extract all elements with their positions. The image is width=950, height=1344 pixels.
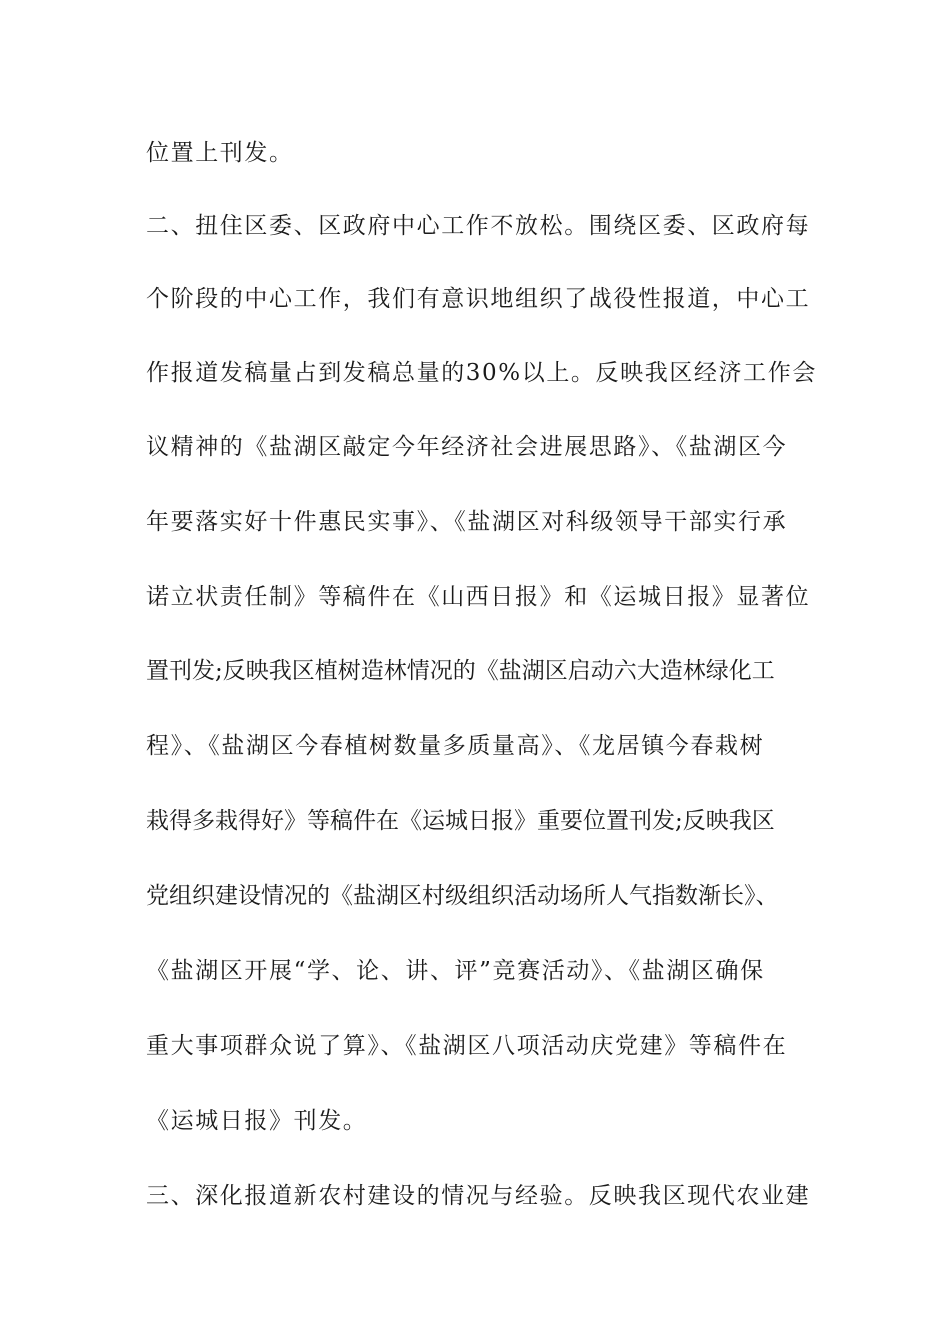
text-line: 栽得多栽得好》等稿件在《运城日报》重要位置刊发;反映我区	[146, 808, 775, 834]
text-line: 个阶段的中心工作，我们有意识地组织了战役性报道，中心工	[146, 286, 811, 312]
text-line: 置刊发;反映我区植树造林情况的《盐湖区启动六大造林绿化工	[146, 658, 775, 684]
text-line: 诺立状责任制》等稿件在《山西日报》和《运城日报》显著位	[146, 584, 811, 610]
text-line: 议精神的《盐湖区敲定今年经济社会进展思路》、《盐湖区今	[146, 434, 788, 460]
text-line: 重大事项群众说了算》、《盐湖区八项活动庆党建》等稿件在	[146, 1033, 788, 1059]
text-line: 党组织建设情况的《盐湖区村级组织活动场所人气指数渐长》、	[146, 883, 779, 909]
text-line: 年要落实好十件惠民实事》、《盐湖区对科级领导干部实行承	[146, 509, 788, 535]
text-line: 《盐湖区开展“学、论、讲、评”竞赛活动》、《盐湖区确保	[146, 958, 765, 984]
text-line: 三、深化报道新农村建设的情况与经验。反映我区现代农业建	[146, 1183, 811, 1209]
text-line: 程》、《盐湖区今春植树数量多质量高》、《龙居镇今春栽树	[146, 733, 765, 759]
text-line: 《运城日报》刊发。	[146, 1108, 368, 1134]
text-line: 位置上刊发。	[146, 140, 294, 166]
text-line: 二、扭住区委、区政府中心工作不放松。围绕区委、区政府每	[146, 213, 811, 239]
text-line: 作报道发稿量占到发稿总量的30%以上。反映我区经济工作会	[146, 360, 817, 386]
